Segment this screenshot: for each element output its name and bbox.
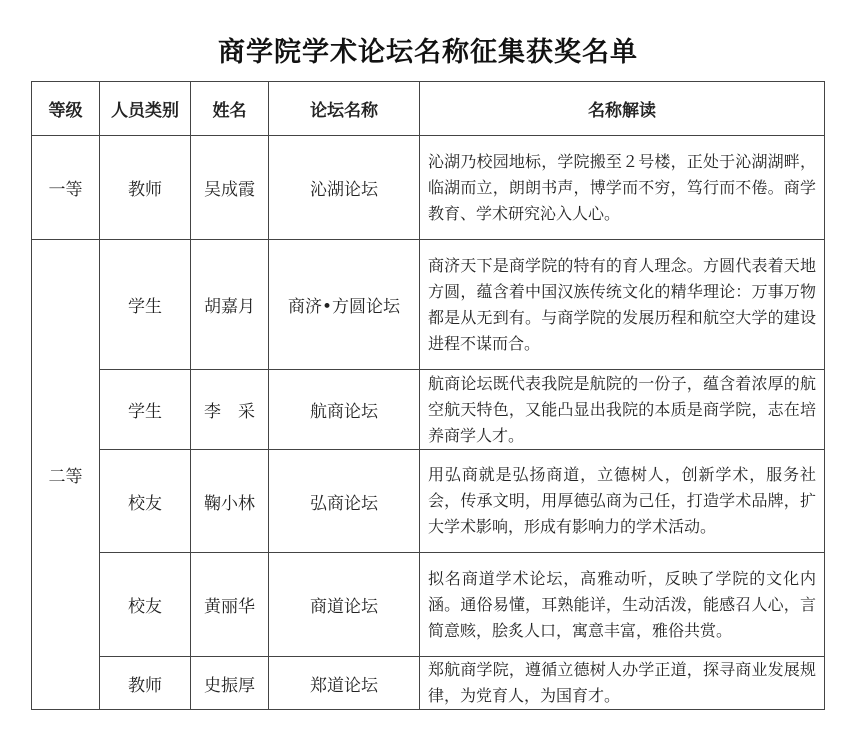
name-cell: 鞠小林 (191, 450, 269, 553)
category-cell: 教师 (100, 657, 191, 710)
table-row (32, 370, 825, 450)
header-forum: 论坛名称 (269, 82, 420, 136)
category-cell: 校友 (100, 553, 191, 657)
header-name: 姓名 (191, 82, 269, 136)
header-interpretation: 名称解读 (420, 82, 825, 136)
name-cell: 黄丽华 (191, 553, 269, 657)
header-category: 人员类别 (100, 82, 191, 136)
interpretation-cell: 沁湖乃校园地标，学院搬至２号楼，正处于沁湖湖畔，临湖而立，朗朗书声，博学而不穷，笃行而不倦。商学教育、学术研究沁入人心。 (420, 136, 825, 240)
table-header-row (32, 82, 825, 136)
award-table (31, 81, 825, 710)
table-row (32, 657, 825, 710)
name-cell: 李 采 (191, 370, 269, 450)
table-row (32, 450, 825, 553)
forum-cell: 弘商论坛 (269, 450, 420, 553)
grade-cell-second: 二等 (32, 240, 100, 710)
interpretation-cell: 用弘商就是弘扬商道，立德树人，创新学术，服务社会，传承文明，用厚德弘商为己任，打造学术品牌，扩大学术影响，形成有影响力的学术活动。 (420, 450, 825, 553)
forum-cell: 郑道论坛 (269, 657, 420, 710)
interpretation-cell: 航商论坛既代表我院是航院的一份子，蕴含着浓厚的航空航天特色，又能凸显出我院的本质是商学院，志在培养商学人才。 (420, 370, 825, 450)
table-row (32, 240, 825, 370)
header-grade: 等级 (32, 82, 100, 136)
name-cell: 史振厚 (191, 657, 269, 710)
interpretation-cell: 拟名商道学术论坛，高雅动听，反映了学院的文化内涵。通俗易懂，耳熟能详，生动活泼，能感召人心，言简意赅，脍炙人口，寓意丰富，雅俗共赏。 (420, 553, 825, 657)
category-cell: 学生 (100, 240, 191, 370)
category-cell: 校友 (100, 450, 191, 553)
table-row (32, 553, 825, 657)
grade-cell-first: 一等 (32, 136, 100, 240)
forum-cell: 商道论坛 (269, 553, 420, 657)
forum-cell: 商济•方圆论坛 (269, 240, 420, 370)
forum-cell: 航商论坛 (269, 370, 420, 450)
name-cell: 吴成霞 (191, 136, 269, 240)
category-cell: 教师 (100, 136, 191, 240)
category-cell: 学生 (100, 370, 191, 450)
interpretation-cell: 商济天下是商学院的特有的育人理念。方圆代表着天地方圆，蕴含着中国汉族传统文化的精华理论：万事万物都是从无到有。与商学院的发展历程和航空大学的建设进程不谋而合。 (420, 240, 825, 370)
name-cell: 胡嘉月 (191, 240, 269, 370)
table-row (32, 136, 825, 240)
interpretation-cell: 郑航商学院，遵循立德树人办学正道，探寻商业发展规律，为党育人，为国育才。 (420, 657, 825, 710)
page-title: 商学院学术论坛名称征集获奖名单 (218, 37, 638, 68)
forum-cell: 沁湖论坛 (269, 136, 420, 240)
